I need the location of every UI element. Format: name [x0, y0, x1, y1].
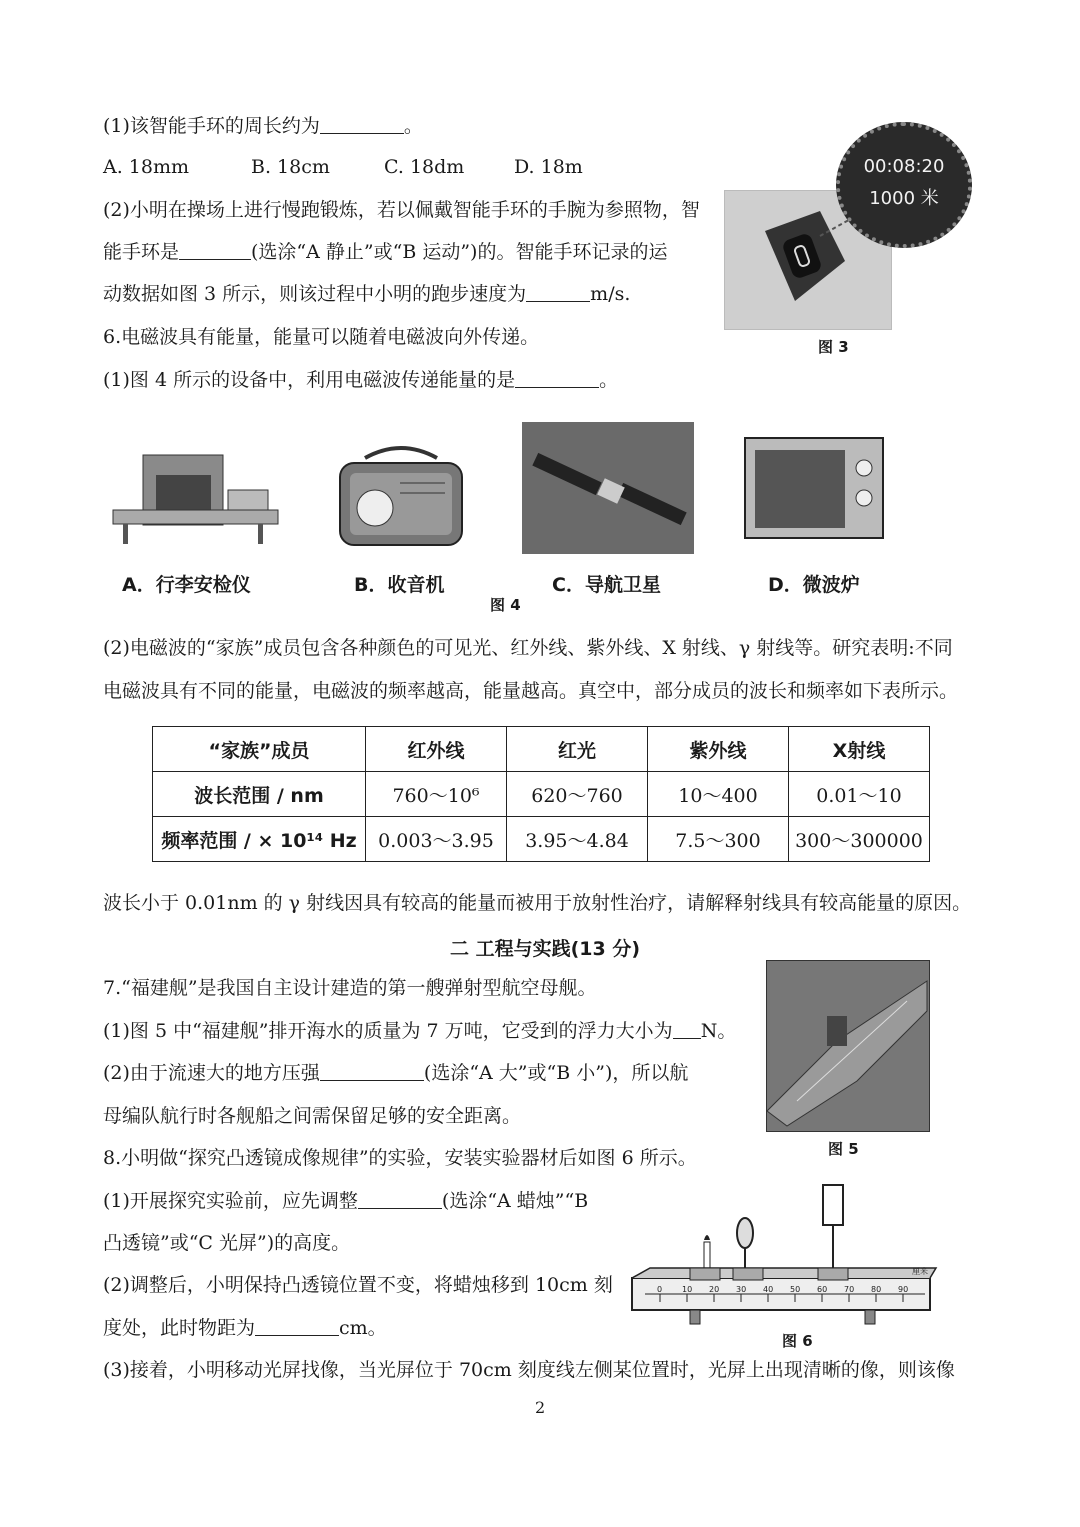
ruler-label: 10 [682, 1285, 693, 1294]
ruler-label: 80 [871, 1285, 882, 1294]
device-b-label: B．收音机 [354, 574, 445, 596]
table-header: 紫外线 [648, 727, 789, 772]
q8-part1-line2: 凸透镜”或“C 光屏”)的高度。 [103, 1232, 351, 1254]
ruler-label: 70 [844, 1285, 855, 1294]
table-header: 红外线 [366, 727, 507, 772]
table-cell: 760～10⁶ [366, 772, 507, 817]
q6-part2-line2: 电磁波具有不同的能量，电磁波的频率越高，能量越高。真空中，部分成员的波长和频率如下表所示。 [103, 680, 959, 702]
page-number: 2 [535, 1398, 546, 1417]
watch-distance: 1000 米 [869, 188, 939, 209]
ruler-label: 0 [657, 1285, 663, 1294]
q8-intro: 8.小明做“探究凸透镜成像规律”的实验，安装实验器材后如图 6 所示。 [103, 1147, 697, 1169]
device-a-label: A．行李安检仪 [122, 574, 251, 596]
figure-5-caption: 图 5 [828, 1140, 859, 1158]
table-cell: 0.01～10 [789, 772, 930, 817]
table-row-label: 频率范围 / × 10¹⁴ Hz [153, 817, 366, 862]
ruler-unit: 厘米 [912, 1267, 928, 1276]
answer-blank[interactable] [320, 1062, 424, 1081]
figure-5-carrier [766, 960, 930, 1132]
table-header: X射线 [789, 727, 930, 772]
radio-image [335, 438, 467, 551]
q5-part2-line2: 能手环是 (选涂“A 静止”或“B 运动”)的。智能手环记录的运 [103, 241, 668, 263]
answer-blank[interactable] [179, 241, 251, 260]
answer-blank[interactable] [320, 115, 404, 134]
answer-blank[interactable] [673, 1020, 701, 1039]
q6-part2-line1: (2)电磁波的“家族”成员包含各种颜色的可见光、红外线、紫外线、X 射线、γ 射线等。研究表明:不同 [103, 637, 953, 659]
table-cell: 7.5～300 [648, 817, 789, 862]
q8-part1: (1)开展探究实验前，应先调整 (选涂“A 蜡烛”“B [103, 1190, 589, 1212]
watch-time: 00:08:20 [863, 156, 945, 177]
table-row [153, 772, 930, 817]
q7-part2-line2: 母编队航行时各舰船之间需保留足够的安全距离。 [103, 1105, 522, 1127]
ruler-label: 30 [736, 1285, 747, 1294]
table-header: “家族”成员 [153, 727, 366, 772]
section-title: 二 工程与实践(13 分) [450, 938, 641, 960]
q6-part1: (1)图 4 所示的设备中，利用电磁波传递能量的是 。 [103, 369, 619, 391]
q6-intro: 6.电磁波具有能量，能量可以随着电磁波向外传递。 [103, 326, 540, 348]
table-cell: 10～400 [648, 772, 789, 817]
ruler-label: 60 [817, 1285, 828, 1294]
answer-blank[interactable] [515, 369, 599, 388]
q5-part2-line3: 动数据如图 3 所示，则该过程中小明的跑步速度为 m/s. [103, 283, 631, 305]
q7-part1: (1)图 5 中“福建舰”排开海水的质量为 7 万吨，它受到的浮力大小为 N。 [103, 1020, 737, 1042]
option-d: D. 18m [514, 156, 583, 178]
table-cell: 3.95～4.84 [507, 817, 648, 862]
q7-part2: (2)由于流速大的地方压强 (选涂“A 大”或“B 小”)，所以航 [103, 1062, 689, 1084]
carrier-photo [767, 961, 929, 1131]
optical-bench-drawing [630, 1180, 940, 1340]
q7-intro: 7.“福建舰”是我国自主设计建造的第一艘弹射型航空母舰。 [103, 977, 597, 999]
table-row-label: 波长范围 / nm [153, 772, 366, 817]
satellite-image [522, 422, 694, 554]
figure-3-caption: 图 3 [818, 338, 849, 356]
table-header-row [153, 727, 930, 772]
option-c: C. 18dm [384, 156, 465, 178]
figure-4-caption: 图 4 [490, 596, 521, 614]
option-a: A. 18mm [103, 156, 190, 178]
figure-6-caption: 图 6 [782, 1332, 813, 1350]
ruler-label: 20 [709, 1285, 720, 1294]
q8-part3: (3)接着，小明移动光屏找像，当光屏位于 70cm 刻度线左侧某位置时，光屏上出现清晰的像，则该像 [103, 1359, 955, 1381]
watch-display [836, 122, 972, 248]
table-cell: 0.003～3.95 [366, 817, 507, 862]
microwave-image [740, 428, 888, 550]
luggage-scanner-image [108, 440, 283, 550]
table-cell: 620～760 [507, 772, 648, 817]
ruler-label: 90 [898, 1285, 909, 1294]
device-d-label: D．微波炉 [768, 574, 860, 596]
q6-question: 波长小于 0.01nm 的 γ 射线因具有较高的能量而被用于放射性治疗，请解释射线具有较高能量的原因。 [103, 892, 972, 914]
ruler-label: 40 [763, 1285, 774, 1294]
option-b: B. 18cm [251, 156, 330, 178]
em-wave-table [152, 726, 930, 862]
table-row [153, 817, 930, 862]
q5-part2-line1: (2)小明在操场上进行慢跑锻炼，若以佩戴智能手环的手腕为参照物，智 [103, 199, 700, 221]
table-header: 红光 [507, 727, 648, 772]
table-cell: 300～300000 [789, 817, 930, 862]
q8-part2-line1: (2)调整后，小明保持凸透镜位置不变，将蜡烛移到 10cm 刻 [103, 1274, 613, 1296]
figure-6-optical-bench [630, 1180, 940, 1340]
device-c-label: C．导航卫星 [552, 574, 661, 596]
answer-blank[interactable] [358, 1190, 442, 1209]
answer-blank[interactable] [526, 283, 590, 302]
q5-part1: (1)该智能手环的周长约为 。 [103, 115, 423, 137]
ruler-label: 50 [790, 1285, 801, 1294]
q8-part2-line2: 度处，此时物距为 cm。 [103, 1317, 387, 1339]
answer-blank[interactable] [255, 1317, 339, 1336]
